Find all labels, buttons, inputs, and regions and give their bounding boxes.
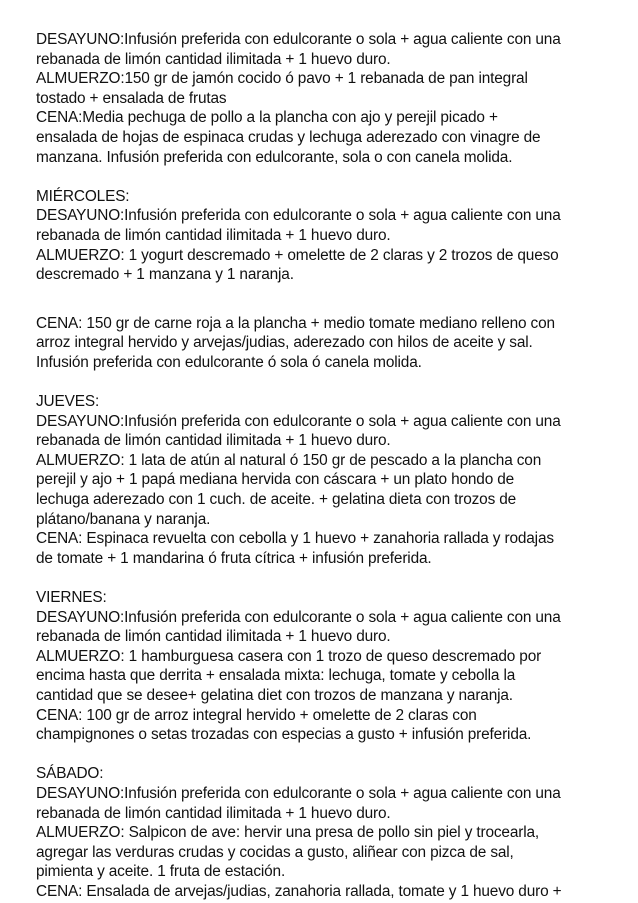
paragraph-spacer (36, 167, 608, 187)
text-line: de tomate + 1 mandarina ó fruta cítrica + infusión preferida. (36, 549, 432, 567)
text-line: DESAYUNO:Infusión preferida con edulcorante o sola + agua caliente con una (36, 31, 561, 48)
paragraph-spacer (36, 568, 608, 588)
text-line: DESAYUNO:Infusión preferida con edulcorante o sola + agua caliente con una (36, 207, 561, 225)
paragraph-spacer (36, 285, 608, 314)
text-line: manzana. Infusión preferida con edulcorante, sola o con canela molida. (36, 148, 513, 166)
text-line: lechuga aderezado con 1 cuch. de aceite. + gelatina dieta con trozos de (36, 491, 517, 509)
text-line: arroz integral hervido y arvejas/judias, aderezado con hilos de aceite y sal. (36, 334, 533, 352)
text-line: CENA:Media pechuga de pollo a la plancha con ajo y perejil picado + (36, 109, 498, 127)
text-line: champignones o setas trozadas con especias a gusto + infusión preferida. (36, 726, 532, 744)
text-line: encima hasta que derrita + ensalada mixta: lechuga, tomate y cebolla la (36, 667, 516, 685)
text-line: DESAYUNO:Infusión preferida con edulcorante o sola + agua caliente con una (36, 608, 561, 626)
text-line: CENA: 150 gr de carne roja a la plancha + medio tomate mediano relleno con (36, 314, 555, 332)
text-block-friday (36, 588, 608, 745)
text-line: cantidad que se desee+ gelatina diet con trozos de manzana y naranja. (36, 687, 513, 704)
day-heading-saturday: SÁBADO: (36, 765, 104, 783)
text-line: rebanada de limón cantidad ilimitada + 1 huevo duro. (36, 432, 391, 450)
text-line: ensalada de hojas de espinaca crudas y lechuga aderezado con vinagre de (36, 128, 541, 146)
text-line: plátano/banana y naranja. (36, 510, 211, 528)
text-block-thursday (36, 392, 608, 568)
text-block-saturday (36, 764, 608, 901)
day-heading-wednesday: MIÉRCOLES: (36, 187, 130, 205)
paragraph-spacer (36, 745, 608, 765)
text-line: DESAYUNO:Infusión preferida con edulcorante o sola + agua caliente con una (36, 784, 561, 802)
text-line: ALMUERZO: 1 yogurt descremado + omelette de 2 claras y 2 trozos de queso (36, 246, 559, 264)
text-line: CENA: Ensalada de arvejas/judias, zanahoria rallada, tomate y 1 huevo duro + (36, 882, 562, 900)
day-heading-friday: VIERNES: (36, 589, 107, 607)
text-line: ALMUERZO: Salpicon de ave: hervir una presa de pollo sin piel y trocearla, (36, 824, 540, 842)
text-block-tuesday-meals (36, 30, 608, 167)
text-line: CENA: 100 gr de arroz integral hervido + omelette de 2 claras con (36, 706, 477, 724)
text-line: descremado + 1 manzana y 1 naranja. (36, 266, 294, 284)
day-heading-thursday: JUEVES: (36, 393, 100, 411)
text-line: ALMUERZO: 1 lata de atún al natural ó 150 gr de pescado a la plancha con (36, 451, 542, 469)
text-line: agregar las verduras crudas y cocidas a gusto, aliñear con pizca de sal, (36, 843, 514, 861)
text-line: ALMUERZO: 1 hamburguesa casera con 1 trozo de queso descremado por (36, 647, 542, 665)
text-line: rebanada de limón cantidad ilimitada + 1 huevo duro. (36, 628, 391, 646)
text-line: Infusión preferida con edulcorante ó sola ó canela molida. (36, 353, 422, 371)
text-line: pimienta y aceite. 1 fruta de estación. (36, 863, 286, 881)
document-page (36, 30, 608, 902)
text-block-wednesday (36, 187, 608, 285)
paragraph-spacer (36, 373, 608, 393)
text-line: rebanada de limón cantidad ilimitada + 1 huevo duro. (36, 50, 391, 68)
text-line: DESAYUNO:Infusión preferida con edulcorante o sola + agua caliente con una (36, 412, 561, 430)
text-line: CENA: Espinaca revuelta con cebolla y 1 huevo + zanahoria rallada y rodajas (36, 530, 554, 548)
text-block-wednesday-dinner (36, 314, 608, 373)
text-line: rebanada de limón cantidad ilimitada + 1 huevo duro. (36, 804, 391, 822)
text-line: tostado + ensalada de frutas (36, 89, 227, 107)
text-line: rebanada de limón cantidad ilimitada + 1 huevo duro. (36, 226, 391, 244)
text-line: perejil y ajo + 1 papá mediana hervida con cáscara + un plato hondo de (36, 471, 515, 489)
text-line: ALMUERZO:150 gr de jamón cocido ó pavo + 1 rebanada de pan integral (36, 70, 528, 88)
